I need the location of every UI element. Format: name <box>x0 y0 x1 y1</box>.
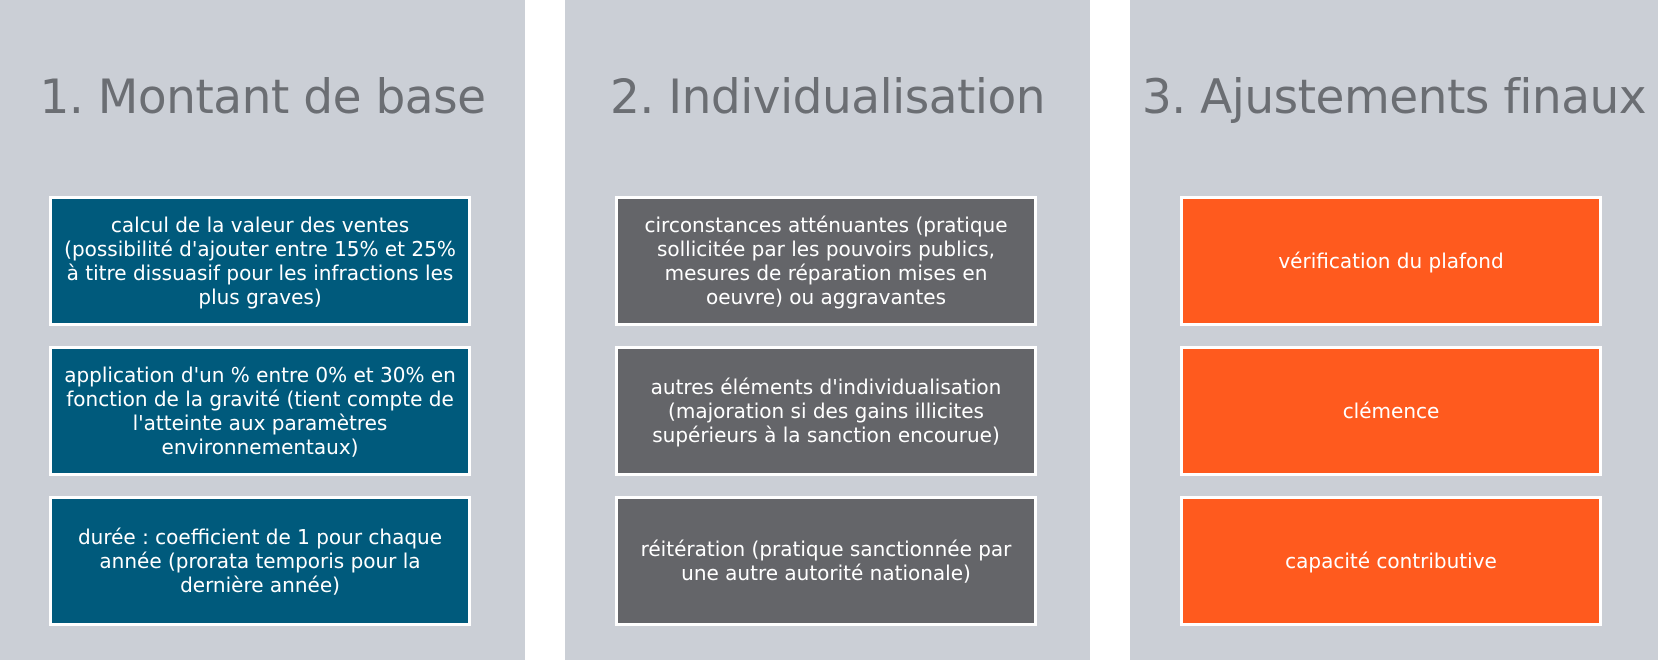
step-3-title: 3. Ajustements finaux <box>1141 70 1647 125</box>
step-2-panel <box>565 0 1090 660</box>
step-3-box-ability-to-pay: capacité contributive <box>1180 496 1602 626</box>
step-1-box-gravity-percentage: application d'un % entre 0% et 30% en fonction de la gravité (tient compte de l'atteinte aux paramètres environnementaux) <box>49 346 471 476</box>
step-3-box-leniency: clémence <box>1180 346 1602 476</box>
step-2-box-reiteration: réitération (pratique sanctionnée par une autre autorité nationale) <box>615 496 1037 626</box>
step-2-box-other-elements: autres éléments d'individualisation (majoration si des gains illicites supérieurs à la sanction encourue) <box>615 346 1037 476</box>
step-3-panel <box>1130 0 1658 660</box>
step-1-box-duration: durée : coefficient de 1 pour chaque année (prorata temporis pour la dernière année) <box>49 496 471 626</box>
step-1-panel <box>0 0 525 660</box>
step-1-title: 1. Montant de base <box>39 70 486 125</box>
step-1-box-sales-value: calcul de la valeur des ventes (possibilité d'ajouter entre 15% et 25% à titre dissuasif pour les infractions les plus graves) <box>49 196 471 326</box>
step-2-box-circumstances: circonstances atténuantes (pratique sollicitée par les pouvoirs publics, mesures de réparation mises en oeuvre) ou aggravantes <box>615 196 1037 326</box>
step-3-box-ceiling-check: vérification du plafond <box>1180 196 1602 326</box>
step-2-title: 2. Individualisation <box>609 70 1046 125</box>
